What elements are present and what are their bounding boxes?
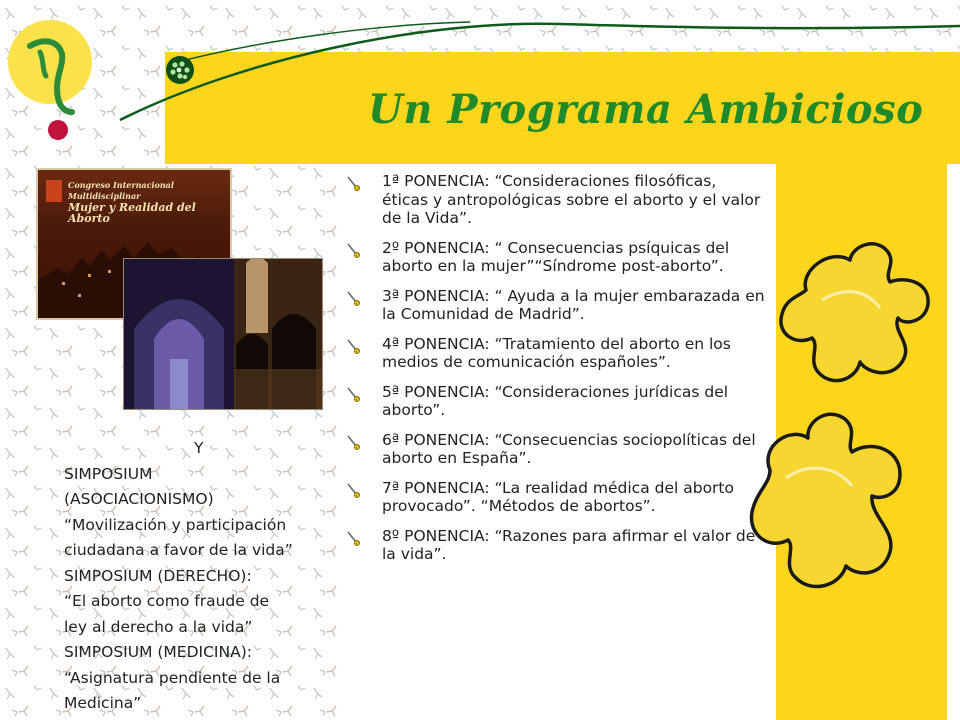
- cathedral-photo: [123, 258, 323, 410]
- ponencia-text: 2º PONENCIA: “ Consecuencias psíquicas del aborto en la mujer”“Síndrome post-aborto”.: [382, 238, 730, 275]
- ponencia-text: 5ª PONENCIA: “Consideraciones jurídicas del aborto”.: [382, 382, 729, 419]
- list-item: [340, 431, 766, 468]
- ponencia-text: 7ª PONENCIA: “La realidad médica del aborto provocado”. “Métodos de abortos”.: [382, 478, 734, 515]
- pin-bullet-icon: [345, 434, 361, 450]
- simposium-line: (ASOCIACIONISMO): [64, 490, 214, 508]
- simposium-line: “El aborto como fraude de: [64, 592, 270, 610]
- ponencia-text: 8º PONENCIA: “Razones para afirmar el valor de la vida”.: [382, 526, 756, 563]
- simposium-line: SIMPOSIUM: [64, 464, 153, 483]
- pin-bullet-icon: [345, 175, 361, 191]
- list-item: [340, 172, 766, 228]
- list-item: [340, 335, 766, 372]
- ponencia-text: 1ª PONENCIA: “Consideraciones filosóficas, éticas y antropológicas sobre el aborto y el valor de la Vida”.: [382, 172, 761, 227]
- pin-bullet-icon: [345, 386, 361, 402]
- ponencias-list: [340, 172, 766, 575]
- puzzle-piece-bottom-icon: [752, 414, 900, 586]
- puzzle-piece-top-icon: [781, 244, 928, 381]
- simposium-line: Medicina”: [64, 694, 142, 712]
- list-item: [340, 479, 766, 516]
- list-item: [340, 287, 766, 324]
- cathedral-illustration: [124, 259, 323, 410]
- pin-bullet-icon: [345, 482, 361, 498]
- page-title: Un Programa Ambicioso: [368, 86, 924, 133]
- list-item: [340, 239, 766, 276]
- pin-bullet-icon: [345, 242, 361, 258]
- pin-bullet-icon: [345, 338, 361, 354]
- bead-icon: [166, 56, 194, 84]
- poster-title-line1: Congreso Internacional Multidisciplinar: [68, 180, 174, 201]
- simposium-line: SIMPOSIUM (DERECHO):: [64, 566, 252, 585]
- simposium-line: ciudadana a favor de la vida”: [64, 541, 293, 559]
- simposium-line: SIMPOSIUM (MEDICINA):: [64, 643, 252, 661]
- simposium-block: [64, 436, 334, 717]
- list-item: [340, 383, 766, 420]
- simposium-line: “Movilización y participación: [64, 515, 287, 534]
- simposium-line: Y: [194, 439, 204, 457]
- pin-bullet-icon: [345, 290, 361, 306]
- simposium-line: ley al derecho a la vida”: [64, 617, 253, 636]
- poster-title-line2: Mujer y Realidad del Aborto: [68, 201, 196, 225]
- logo-icon: [8, 20, 92, 140]
- ponencia-text: 4ª PONENCIA: “Tratamiento del aborto en los medios de comunicación españoles”.: [382, 334, 731, 371]
- list-item: [340, 527, 766, 564]
- ponencia-text: 3ª PONENCIA: “ Ayuda a la mujer embarazada en la Comunidad de Madrid”.: [382, 286, 765, 323]
- simposium-line: “Asignatura pendiente de la: [64, 668, 281, 687]
- pin-bullet-icon: [345, 530, 361, 546]
- ponencia-text: 6ª PONENCIA: “Consecuencias sociopolíticas del aborto en España”.: [382, 430, 756, 467]
